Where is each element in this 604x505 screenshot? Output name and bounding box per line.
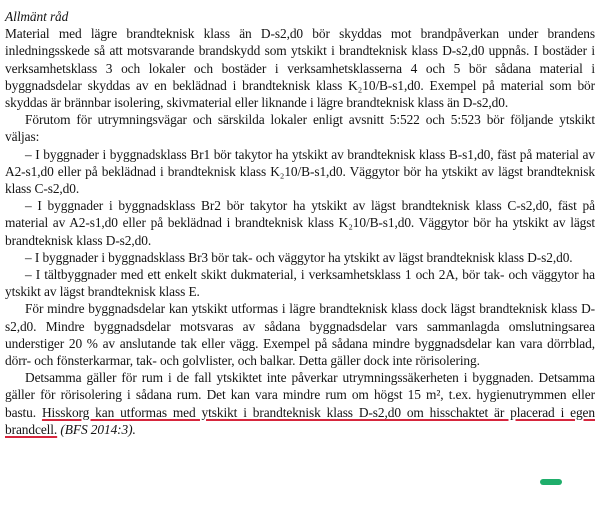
paragraph-rooms: [5, 369, 595, 438]
rooms-text: Detsamma gäller för rum i de fall ytskiktet inte påverkar utrymningssäkerheten i byggnaden. Detsamma gäller för rörisolering i sådana rum. Det kan vara mindre rum om högst 15 m², t.ex. hygienutrymmen eller bastu.: [5, 370, 595, 420]
list-item-br3: – I byggnader i byggnadsklass Br3 bör tak- och väggytor ha ytskikt av lägst brandteknisk klass D-s2,d0.: [25, 249, 573, 265]
paragraph-material-protection: Material med lägre brandteknisk klass än D-s2,d0 bör skyddas mot brandpåverkan under brandens inledningsskede så att motsvarande brandskydd som ytskikt i brandteknisk klass D-s2,d0 uppnås. I bostäder i verksamhetsklass 3 och lokaler och bostäder i verksamhetsklasserna 4 och 5 bör sådana material i byggnadsdelar skyddas av en beklädnad i brandteknisk klass K₂10/B-s1,d0. Exempel på material som bör skyddas är brännbar isolering, skivmaterial eller liknande i lägre brandteknisk klass än D-s2,d0.: [5, 26, 595, 111]
citation: (BFS 2014:3).: [60, 421, 136, 437]
document-page: [5, 8, 595, 438]
list-item-tent: – I tältbyggnader med ett enkelt skikt dukmaterial, i verksamhetsklass 1 och 2A, bör tak- och väggytor ha ytskikt av lägst brandteknisk klass E.: [5, 267, 595, 300]
highlighted-sentence: Hisskorg kan utformas med ytskikt i brandteknisk klass D-s2,d0 om hisschaktet är placerad i egen brandcell.: [5, 404, 595, 437]
list-item-br2: – I byggnader i byggnadsklass Br2 bör takytor ha ytskikt av lägst brandteknisk klass C-s2,d0, fäst på material av A2-s1,d0 eller på beklädnad i brandteknisk klass K₂10/B-s1,d0. Väggytor bör ha ytskikt av lägst brandteknisk klass D-s2,d0.: [5, 198, 595, 248]
paragraph-minor-parts: För mindre byggnadsdelar kan ytskikt utformas i lägre brandteknisk klass dock lägst brandteknisk klass D-s2,d0. Mindre byggnadsdelar motsvaras av sådana byggnadsdelar vars sammanlagda omslutningsarea understiger 20 % av anslutande tak eller vägg. Exempel på sådana mindre byggnadsdelar kan vara dörrblad, dörr- och fönsterkarmar, tak- och golvlister, och balkar. Detta gäller dock inte rörisolering.: [5, 301, 595, 369]
list-item-br1: – I byggnader i byggnadsklass Br1 bör takytor ha ytskikt av brandteknisk klass B-s1,d0, fäst på material av A2-s1,d0 eller på beklädnad i brandteknisk klass K₂10/B-s1,d0. Väggytor bör ha ytskikt av lägst brandteknisk klass C-s2,d0.: [5, 146, 595, 197]
section-heading: Allmänt råd: [5, 9, 69, 24]
paragraph-surface-intro: Förutom för utrymningsvägar och särskilda lokaler enligt avsnitt 5:522 och 5:523 bör följande ytskikt väljas:: [5, 112, 595, 145]
green-highlight-mark: [540, 479, 562, 485]
